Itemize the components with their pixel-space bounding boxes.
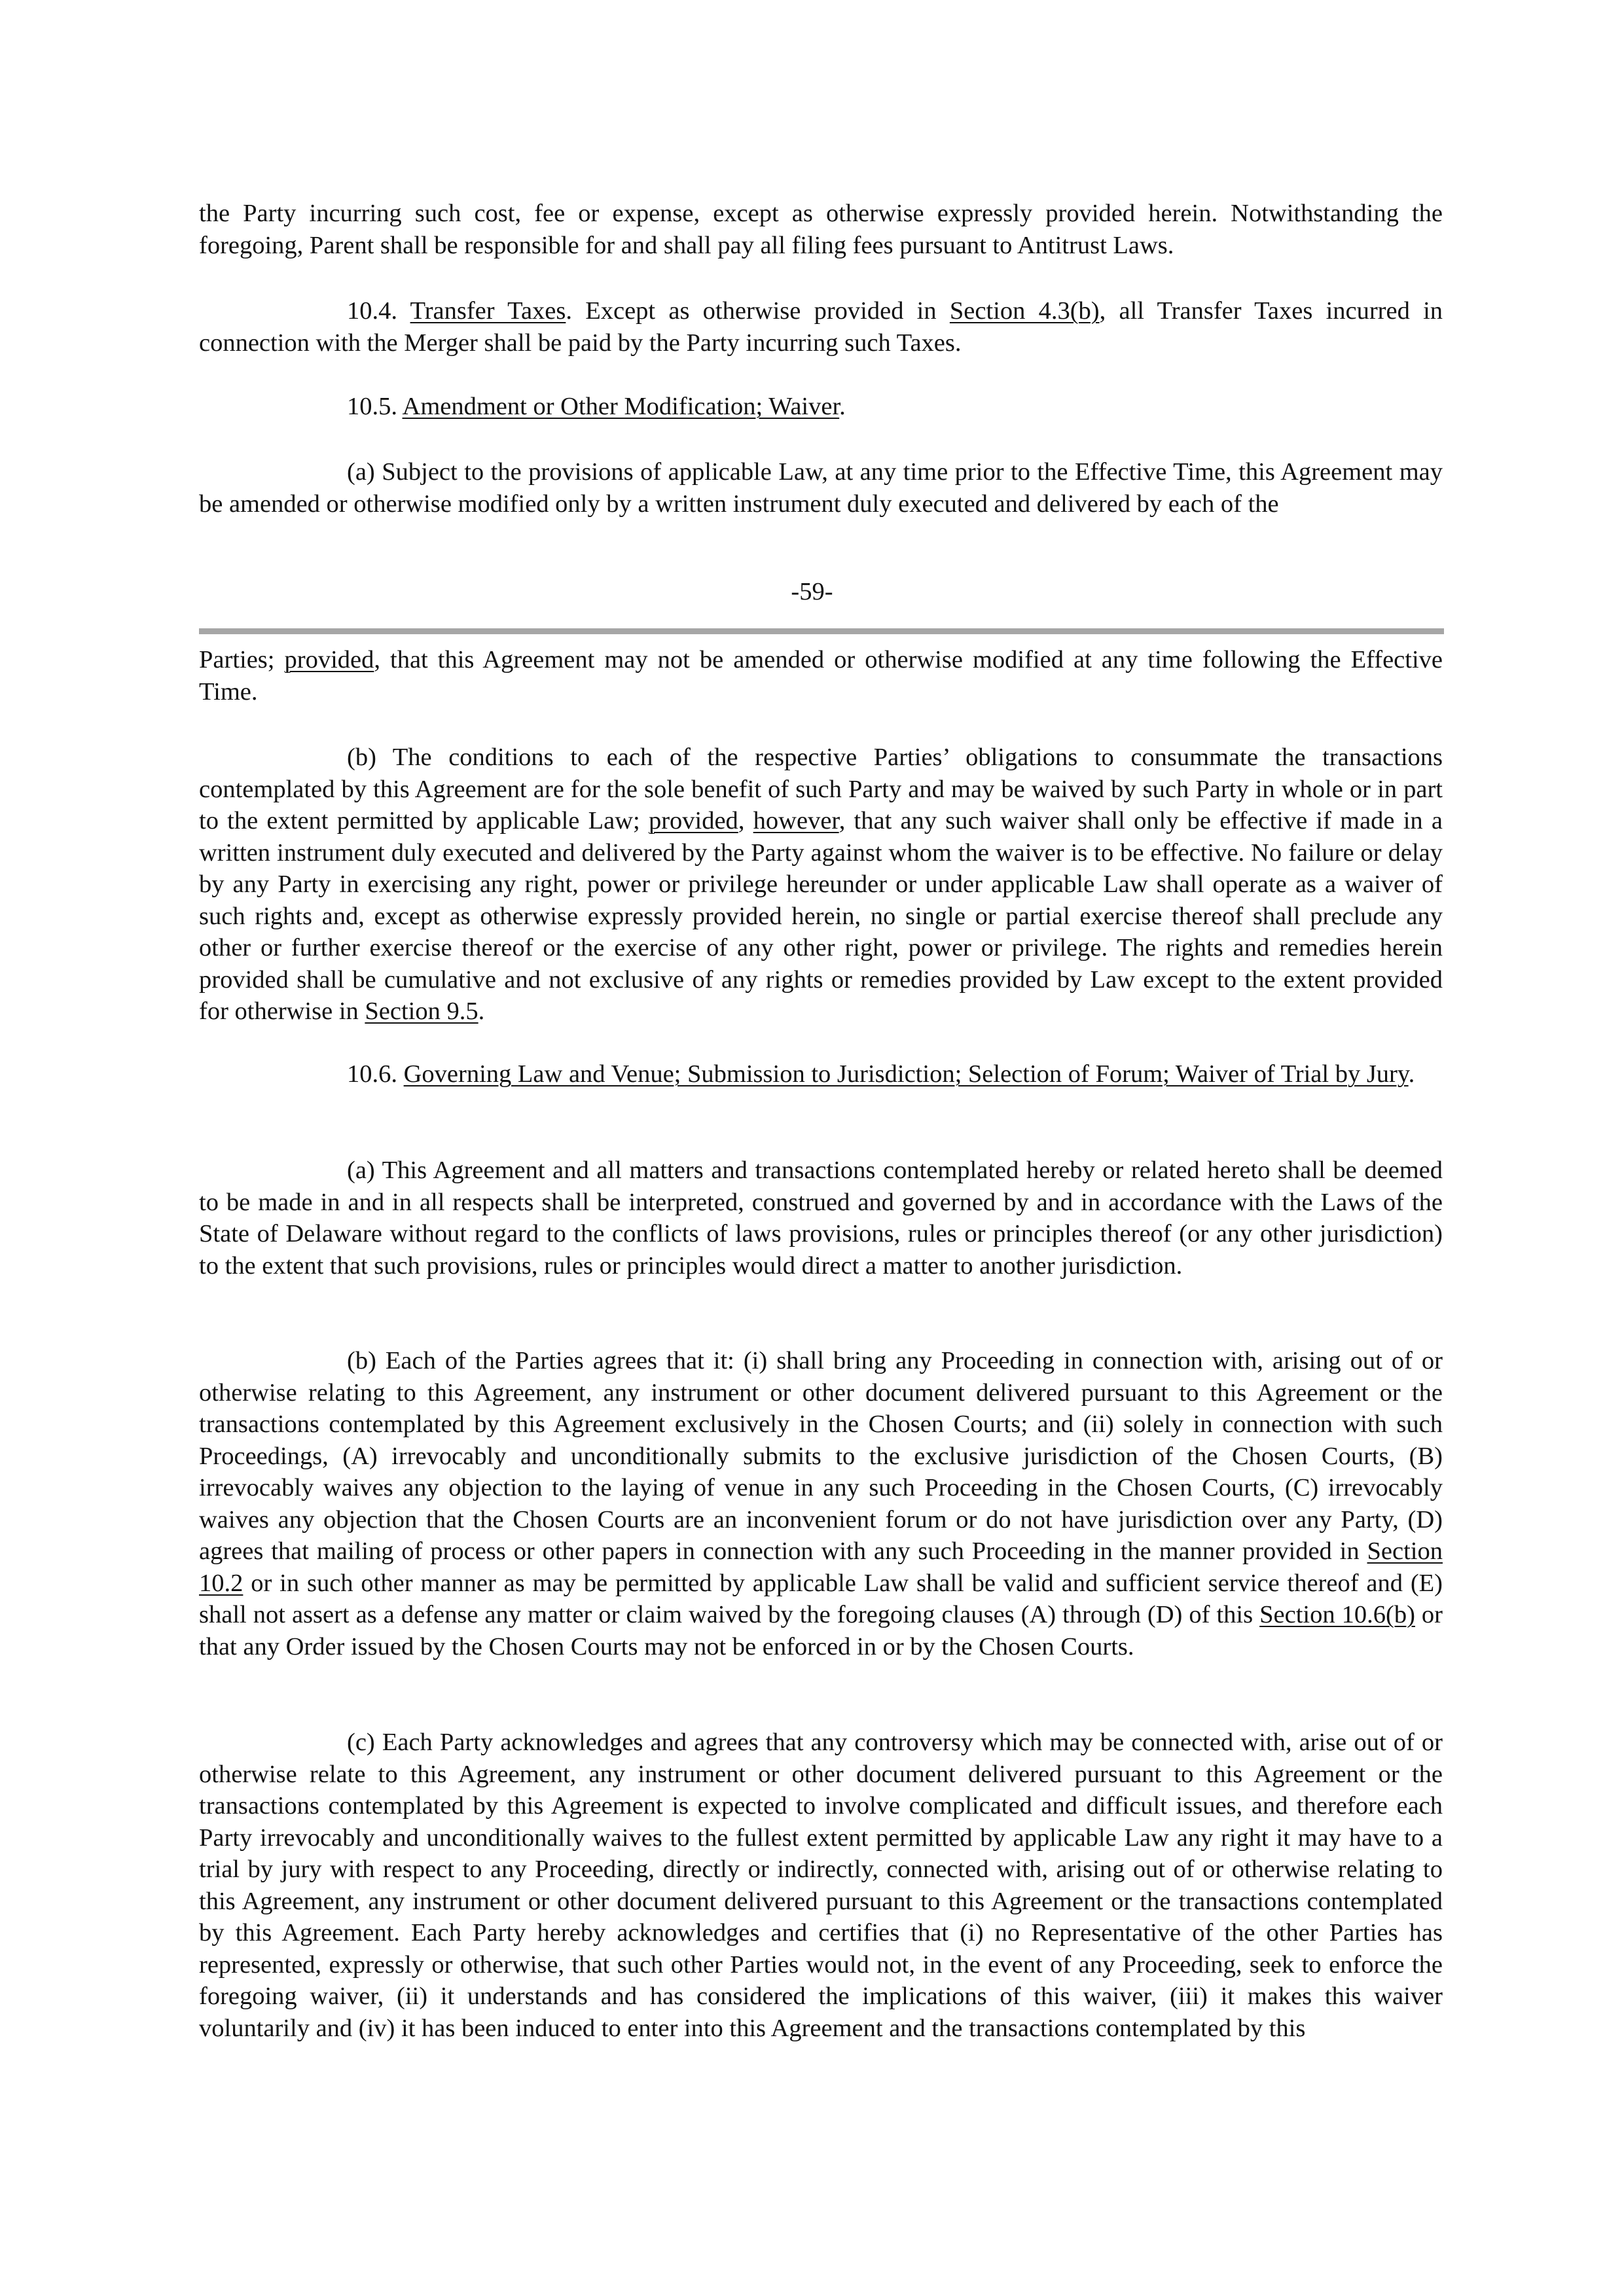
section-10-5-heading: 10.5. Amendment or Other Modification; Waiver. — [347, 393, 846, 420]
section-10-5-b: (b) The conditions to each of the respective Parties’ obligations to consummate the transactions contemplated by this Agreement are for the sole benefit of such Party and may be waived by such Party in whole or in part to the extent permitted by applicable Law; provided, however, that any such waiver shall only be effective if made in a written instrument duly executed and delivered by the Party against whom the waiver is to be effective. No failure or delay by any Party in exercising any right, power or privilege hereunder or under applicable Law shall operate as a waiver of such rights and, except as otherwise expressly provided herein, no single or partial exercise thereof shall preclude any other or further exercise thereof or the exercise of any other right, power or privilege. The rights and remedies herein provided shall be cumulative and not exclusive of any rights or remedies provided by Law except to the extent provided for otherwise in Section 9.5. — [199, 744, 1443, 1025]
section-heading-transfer-taxes: Transfer Taxes — [410, 297, 566, 325]
section-10-6-heading: 10.6. Governing Law and Venue; Submission to Jurisdiction; Selection of Forum; Waiver of Trial by Jury. — [347, 1060, 1415, 1088]
term-provided: provided — [648, 807, 738, 834]
page-break-divider — [199, 628, 1444, 634]
cross-reference-section-10-6-b: Section 10.6(b) — [1259, 1601, 1415, 1628]
cross-reference-section-4-3-b: Section 4.3(b) — [949, 297, 1100, 325]
term-provided: provided — [284, 646, 374, 673]
section-10-5-a: (a) Subject to the provisions of applicable Law, at any time prior to the Effective Time, this Agreement may be amended or otherwise modified only by a written instrument duly executed and delivered by each of the — [199, 458, 1443, 518]
page-number: -59- — [791, 578, 833, 605]
paragraph-expenses-continued: the Party incurring such cost, fee or expense, except as otherwise expressly provided herein. Notwithstanding the foregoing, Parent shall be responsible for and shall pay all filing fees pursuant to Antitrust Laws. — [199, 200, 1443, 259]
cross-reference-section-10-2: Section 10.2 — [199, 1537, 1443, 1597]
section-heading-governing-law: Governing Law and Venue; Submission to Jurisdiction; Selection of Forum; Waiver of Trial by Jury — [403, 1060, 1409, 1088]
term-however: however — [753, 807, 839, 834]
section-10-4-transfer-taxes: 10.4. Transfer Taxes. Except as otherwise provided in Section 4.3(b), all Transfer Taxes incurred in connection with the Merger shall be paid by the Party incurring such Taxes. — [199, 297, 1443, 357]
paragraph-parties-continued: Parties; provided, that this Agreement may not be amended or otherwise modified at any time following the Effective Time. — [199, 646, 1443, 706]
section-10-6-c: (c) Each Party acknowledges and agrees that any controversy which may be connected with, arise out of or otherwise relate to this Agreement, any instrument or other document delivered pursuant to this Agreement or the transactions contemplated by this Agreement is expected to involve complicated and difficult issues, and therefore each Party irrevocably and unconditionally waives to the fullest extent permitted by applicable Law any right it may have to a trial by jury with respect to any Proceeding, directly or indirectly, connected with, arising out of or otherwise relating to this Agreement, any instrument or other document delivered pursuant to this Agreement or the transactions contemplated by this Agreement. Each Party hereby acknowledges and certifies that (i) no Representative of the other Parties has represented, expressly or otherwise, that such other Parties would not, in the event of any Proceeding, seek to enforce the foregoing waiver, (ii) it understands and has considered the implications of this waiver, (iii) it makes this waiver voluntarily and (iv) it has been induced to enter into this Agreement and the transactions contemplated by this — [199, 1729, 1443, 2042]
section-10-6-b: (b) Each of the Parties agrees that it: (i) shall bring any Proceeding in connection with, arising out of or otherwise relating to this Agreement, any instrument or other document delivered pursuant to this Agreement or the transactions contemplated by this Agreement exclusively in the Chosen Courts; and (ii) solely in connection with such Proceedings, (A) irrevocably and unconditionally submits to the exclusive jurisdiction of the Chosen Courts, (B) irrevocably waives any objection to the laying of venue in any such Proceeding in the Chosen Courts, (C) irrevocably waives any objection that the Chosen Courts are an inconvenient forum or do not have jurisdiction over any Party, (D) agrees that mailing of process or other papers in connection with any such Proceeding in the manner provided in Section 10.2 or in such other manner as may be permitted by applicable Law shall be valid and sufficient service thereof and (E) shall not assert as a defense any matter or claim waived by the foregoing clauses (A) through (D) of this Section 10.6(b) or that any Order issued by the Chosen Courts may not be enforced in or by the Chosen Courts. — [199, 1347, 1443, 1660]
section-10-6-a: (a) This Agreement and all matters and transactions contemplated hereby or related hereto shall be deemed to be made in and in all respects shall be interpreted, construed and governed by and in accordance with the Laws of the State of Delaware without regard to the conflicts of laws provisions, rules or principles thereof (or any other jurisdiction) to the extent that such provisions, rules or principles would direct a matter to another jurisdiction. — [199, 1157, 1443, 1280]
section-heading-amendment: Amendment or Other Modification; Waiver — [402, 393, 840, 420]
cross-reference-section-9-5: Section 9.5 — [365, 997, 478, 1025]
